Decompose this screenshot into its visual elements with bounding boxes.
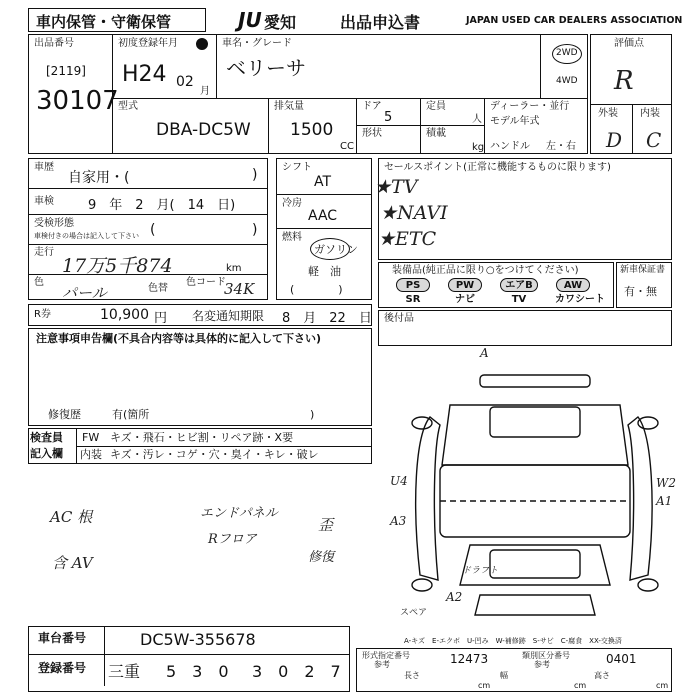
shape-label: 形状 — [362, 128, 382, 139]
inspector-note-repair: 修復 — [308, 550, 335, 565]
shift-value: AT — [314, 174, 332, 190]
type-cert-ref: 参考 — [374, 660, 390, 669]
equip-tv: TV — [511, 294, 527, 305]
history-close: ) — [252, 167, 258, 183]
fuel-other: ( ) — [290, 283, 343, 296]
plate-number: 3 0 2 7 — [252, 662, 341, 681]
vehicle-info-box — [28, 158, 268, 300]
load-label: 積載 — [426, 128, 446, 139]
tax-label: R券 — [34, 309, 51, 320]
dim-height-unit: cm — [656, 681, 669, 690]
doors-label: ドア — [362, 101, 382, 112]
inspector-note-av: 含 AV — [52, 554, 93, 572]
warranty-options: 有・無 — [624, 285, 657, 298]
repair-label: 修復歴 — [48, 408, 81, 421]
inspection-value: 9 年 2 月( 14 日) — [88, 198, 236, 213]
mark-a2: A2 — [446, 590, 463, 604]
category-ref: 参考 — [534, 660, 550, 669]
after-fit-label: 後付品 — [384, 313, 414, 324]
load-unit: kg — [472, 142, 485, 153]
inspector-interior-items: キズ・汚レ・コゲ・穴・臭イ・キレ・破レ — [110, 448, 319, 461]
fuel-gasoline: ガソリン — [314, 243, 358, 256]
category-value: 0401 — [606, 652, 637, 666]
registration-mark — [196, 38, 208, 50]
fuel-label: 燃料 — [282, 232, 302, 243]
mileage-unit: km — [226, 263, 242, 274]
registration-month-unit: 月 — [200, 86, 210, 97]
inspection-label: 車検 — [34, 196, 54, 207]
model-label: 車名・グレード — [222, 38, 292, 49]
dim-width-unit: cm — [574, 681, 587, 690]
dim-width-label: 幅 — [500, 671, 508, 680]
warranty-label: 新車保証書 — [620, 265, 666, 275]
evaluation-score: R — [614, 66, 634, 96]
registration-label: 初度登録年月 — [118, 38, 178, 49]
color-label: 色 — [34, 277, 44, 288]
repair-close: ) — [310, 408, 315, 421]
drive-4wd: 4WD — [556, 76, 578, 86]
mark-u4: U4 — [390, 474, 408, 488]
dim-length-unit: cm — [478, 681, 491, 690]
interior-label: 内装 — [640, 108, 660, 119]
equipment-label: 装備品(純正品に限り○をつけてください) — [392, 265, 579, 276]
registration-month: 02 — [176, 74, 194, 90]
shift-label: シフト — [282, 162, 312, 173]
capacity-label: 定員 — [426, 101, 446, 112]
ju-logo: JU — [238, 8, 262, 32]
capacity-unit: 人 — [472, 114, 482, 125]
displacement-value: 1500 — [290, 120, 334, 140]
color-code-value: 34K — [224, 280, 255, 298]
plate-label: 登録番号 — [38, 661, 87, 675]
inspector-note-distortion: 歪 — [318, 516, 334, 534]
type-cert-label: 形式指定番号 — [362, 651, 410, 660]
plate-class: 5 3 0 — [166, 662, 229, 681]
dealer-label: ディーラー・並行 — [490, 101, 570, 112]
evaluation-label: 評価点 — [614, 38, 644, 49]
inspector-note-rear-floor: Rフロア — [208, 532, 257, 547]
form-title: 出品申込書 — [340, 13, 421, 32]
mark-w2: W2 — [656, 476, 676, 490]
dim-length-label: 長さ — [404, 671, 420, 680]
mileage-label: 走行 — [34, 247, 54, 258]
exterior-score: D — [606, 128, 623, 152]
equip-aw: AW — [556, 278, 590, 292]
reception-note: 車検付きの場合は記入して下さい — [34, 232, 139, 240]
mark-spare: スペア — [400, 608, 428, 618]
chassis-value: DC5W-355678 — [140, 630, 256, 649]
lot-number: 30107 — [36, 86, 119, 116]
registration-year: H24 — [122, 62, 167, 87]
transfer-date: 8 月 22 日 — [282, 311, 372, 326]
mark-a1: A1 — [656, 494, 673, 508]
drive-2wd: 2WD — [556, 48, 578, 58]
inspector-note-ac: AC 根 — [50, 508, 93, 526]
displacement-label: 排気量 — [274, 101, 304, 112]
history-value: 自家用・( — [68, 170, 130, 186]
model-name: ベリーサ — [226, 56, 306, 80]
displacement-unit: CC — [340, 141, 354, 152]
color-swap-label: 色替 — [148, 283, 168, 294]
inspector-label-1: 検査員 — [30, 431, 63, 444]
after-fit-box — [378, 310, 672, 346]
ac-label: 冷房 — [282, 198, 302, 209]
inspector-label-2: 記入欄 — [30, 447, 63, 460]
transfer-label: 名変通知期限 — [192, 309, 265, 323]
type-label: 型式 — [118, 101, 138, 112]
equip-navi: ナビ — [455, 294, 475, 305]
selling-point-1: ★TV — [374, 176, 418, 198]
selling-points-label: セールスポイント(正常に機能するものに限ります) — [384, 162, 611, 173]
tax-yen: 円 — [154, 311, 168, 326]
association-name: JAPAN USED CAR DEALERS ASSOCIATION — [466, 15, 683, 26]
ac-value: AAC — [308, 208, 338, 224]
storage-label: 車内保管・守衛保管 — [36, 13, 172, 31]
category-label: 類別区分番号 — [522, 651, 570, 660]
selling-point-3: ★ETC — [378, 228, 437, 250]
model-year-label: モデル年式 — [490, 116, 540, 127]
dim-height-label: 高さ — [594, 671, 610, 680]
inspector-note-end-panel: エンドパネル — [200, 506, 278, 521]
handle-label: ハンドル — [490, 141, 530, 152]
equip-power-seat: カワシート — [555, 294, 605, 305]
lot-bracket: [2119] — [46, 64, 86, 78]
mark-a-top: A — [480, 346, 489, 360]
color-code-label: 色コード — [186, 277, 226, 288]
type-value: DBA-DC5W — [156, 120, 251, 140]
mark-draft: ドラフト — [462, 566, 499, 576]
tax-amount: 10,900 — [100, 307, 149, 323]
doors-value: 5 — [384, 110, 393, 125]
inspector-interior: 内装 — [80, 448, 102, 461]
reception-open: ( — [150, 222, 156, 238]
org-name: 愛知 — [264, 13, 297, 32]
equip-sr: SR — [405, 294, 421, 305]
chassis-label: 車台番号 — [38, 631, 87, 645]
inspector-fw: FW — [82, 431, 100, 444]
mark-a3: A3 — [390, 514, 407, 528]
exterior-label: 外装 — [598, 108, 618, 119]
equip-ps: PS — [396, 278, 430, 292]
plate-region: 三重 — [108, 662, 141, 681]
reception-label: 受検形態 — [34, 218, 74, 229]
color-value: パール — [62, 284, 107, 302]
equip-airbag: エアB — [500, 278, 538, 292]
diagram-legend: A-キズ E-エクボ U-凹み W-補修跡 S-サビ C-腐食 XX-交換済 — [404, 637, 622, 645]
fuel-diesel: 軽 油 — [308, 265, 341, 278]
handle-options: 左・右 — [546, 141, 576, 152]
notes-label: 注意事項申告欄(不具合内容等は具体的に記入して下さい) — [36, 332, 322, 345]
interior-score: C — [646, 128, 662, 152]
type-cert-value: 12473 — [450, 652, 489, 666]
repair-value: 有(箇所 — [112, 408, 150, 421]
reception-close: ) — [252, 222, 258, 238]
selling-point-2: ★NAVI — [380, 202, 448, 224]
inspector-fw-items: キズ・飛石・ヒビ割・リペア跡・X要 — [110, 431, 294, 444]
lot-label: 出品番号 — [34, 38, 74, 49]
mileage-value: 17万5千874 — [62, 255, 173, 277]
car-damage-diagram — [380, 345, 680, 635]
history-label: 車歴 — [34, 162, 54, 173]
equip-pw: PW — [448, 278, 482, 292]
